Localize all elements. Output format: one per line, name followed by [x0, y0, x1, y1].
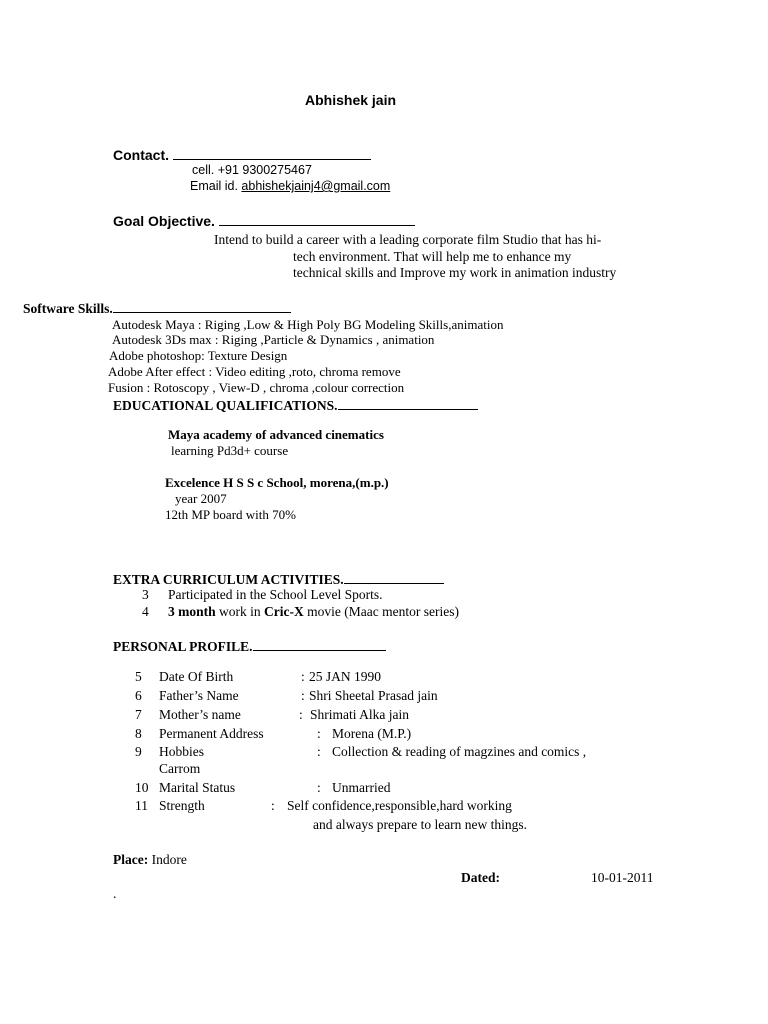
profile-strength-continuation: and always prepare to learn new things.: [313, 817, 528, 832]
extra-underline: [344, 571, 444, 584]
place-line: [113, 853, 187, 867]
software-item: Autodesk 3Ds max : Riging ,Particle & Dynamics , animation: [112, 332, 435, 347]
profile-row-label: Permanent Address: [159, 726, 264, 741]
profile-row-label: Marital Status: [159, 780, 236, 795]
goal-line-2: tech environment. That will help me to enhance my: [293, 249, 572, 264]
goal-line-3: technical skills and Improve my work in animation industry: [293, 265, 617, 280]
software-heading-text: Software Skills.: [23, 301, 113, 316]
profile-row-label: Strength: [159, 798, 205, 813]
profile-row-number: 9: [135, 744, 142, 759]
education-detail-1: learning Pd3d+ course: [171, 443, 289, 458]
extra-item-2-number: 4: [142, 604, 149, 619]
profile-row-value: Shri Sheetal Prasad jain: [309, 688, 438, 703]
profile-row-colon: :: [301, 669, 305, 684]
extra-item-2-text: [168, 605, 459, 619]
profile-row-colon: :: [271, 798, 275, 813]
email-link[interactable]: abhishekjainj4@gmail.com: [241, 179, 391, 193]
contact-cell: cell. +91 9300275467: [192, 163, 312, 177]
place-label: Place:: [113, 852, 149, 867]
profile-row-label: Hobbies: [159, 744, 204, 759]
profile-row-number: 5: [135, 669, 142, 684]
education-institute-1: Maya academy of advanced cinematics: [168, 427, 384, 442]
dated-label: Dated:: [461, 870, 500, 885]
dated-value: 10-01-2011: [591, 870, 654, 885]
profile-row-colon: :: [317, 744, 321, 759]
profile-row-label: Mother’s name: [159, 707, 241, 722]
profile-hobbies-continuation: Carrom: [159, 761, 201, 776]
profile-row-label: Date Of Birth: [159, 669, 234, 684]
extra-item-2-mid: work in: [215, 604, 265, 619]
education-heading: [113, 397, 478, 413]
extra-heading: [113, 571, 444, 587]
profile-heading-text: PERSONAL PROFILE.: [113, 639, 253, 654]
profile-row-value: Self confidence,responsible,hard working: [287, 798, 512, 813]
education-underline: [338, 397, 478, 410]
software-item: Autodesk Maya : Riging ,Low & High Poly BG Modeling Skills,animation: [112, 317, 504, 332]
extra-item-2-end: movie (Maac mentor series): [303, 604, 459, 619]
extra-item-1-text: Participated in the School Level Sports.: [168, 587, 383, 602]
profile-underline: [253, 638, 386, 651]
education-detail-2: 12th MP board with 70%: [165, 507, 296, 522]
goal-line-1: Intend to build a career with a leading corporate film Studio that has hi-: [214, 232, 602, 247]
profile-row-colon: :: [317, 780, 321, 795]
extra-heading-text: EXTRA CURRICULUM ACTIVITIES.: [113, 572, 344, 587]
profile-heading: [113, 638, 386, 654]
education-year-2: year 2007: [175, 491, 227, 506]
profile-row-colon: :: [301, 688, 305, 703]
extra-item-2-bold-duration: 3 month: [168, 604, 216, 619]
email-label: Email id.: [190, 179, 238, 193]
profile-row-colon: :: [317, 726, 321, 741]
education-institute-2: Excelence H S S c School, morena,(m.p.): [165, 475, 389, 490]
software-item: Fusion : Rotoscopy , View-D , chroma ,colour correction: [108, 380, 405, 395]
software-underline: [113, 300, 291, 313]
extra-item-2-bold-title: Cric-X: [264, 604, 304, 619]
profile-row-number: 6: [135, 688, 142, 703]
resume-name: Abhishek jain: [305, 92, 397, 108]
contact-email-line: [190, 180, 390, 193]
trailing-dot: .: [113, 886, 117, 901]
software-heading: [23, 300, 291, 316]
software-item: Adobe After effect : Video editing ,roto, chroma remove: [108, 364, 401, 379]
goal-heading: [113, 213, 415, 228]
profile-row-colon: :: [299, 707, 303, 722]
profile-row-value: Collection & reading of magzines and comics ,: [332, 744, 587, 759]
education-heading-text: EDUCATIONAL QUALIFICATIONS.: [113, 398, 338, 413]
profile-row-value: Shrimati Alka jain: [310, 707, 409, 722]
profile-row-value: Morena (M.P.): [332, 726, 412, 741]
profile-row-value: 25 JAN 1990: [309, 669, 382, 684]
profile-row-number: 10: [135, 780, 149, 795]
profile-row-number: 8: [135, 726, 142, 741]
profile-row-label: Father’s Name: [159, 688, 239, 703]
software-item: Adobe photoshop: Texture Design: [109, 348, 288, 363]
profile-row-number: 11: [135, 798, 148, 813]
goal-underline: [219, 213, 415, 226]
place-value: Indore: [148, 852, 187, 867]
profile-row-value: Unmarried: [332, 780, 391, 795]
goal-heading-text: Goal Objective.: [113, 213, 215, 229]
contact-underline: [173, 147, 371, 160]
extra-item-1-number: 3: [142, 587, 149, 602]
contact-heading-text: Contact.: [113, 147, 169, 163]
profile-row-number: 7: [135, 707, 142, 722]
contact-heading: [113, 147, 371, 162]
